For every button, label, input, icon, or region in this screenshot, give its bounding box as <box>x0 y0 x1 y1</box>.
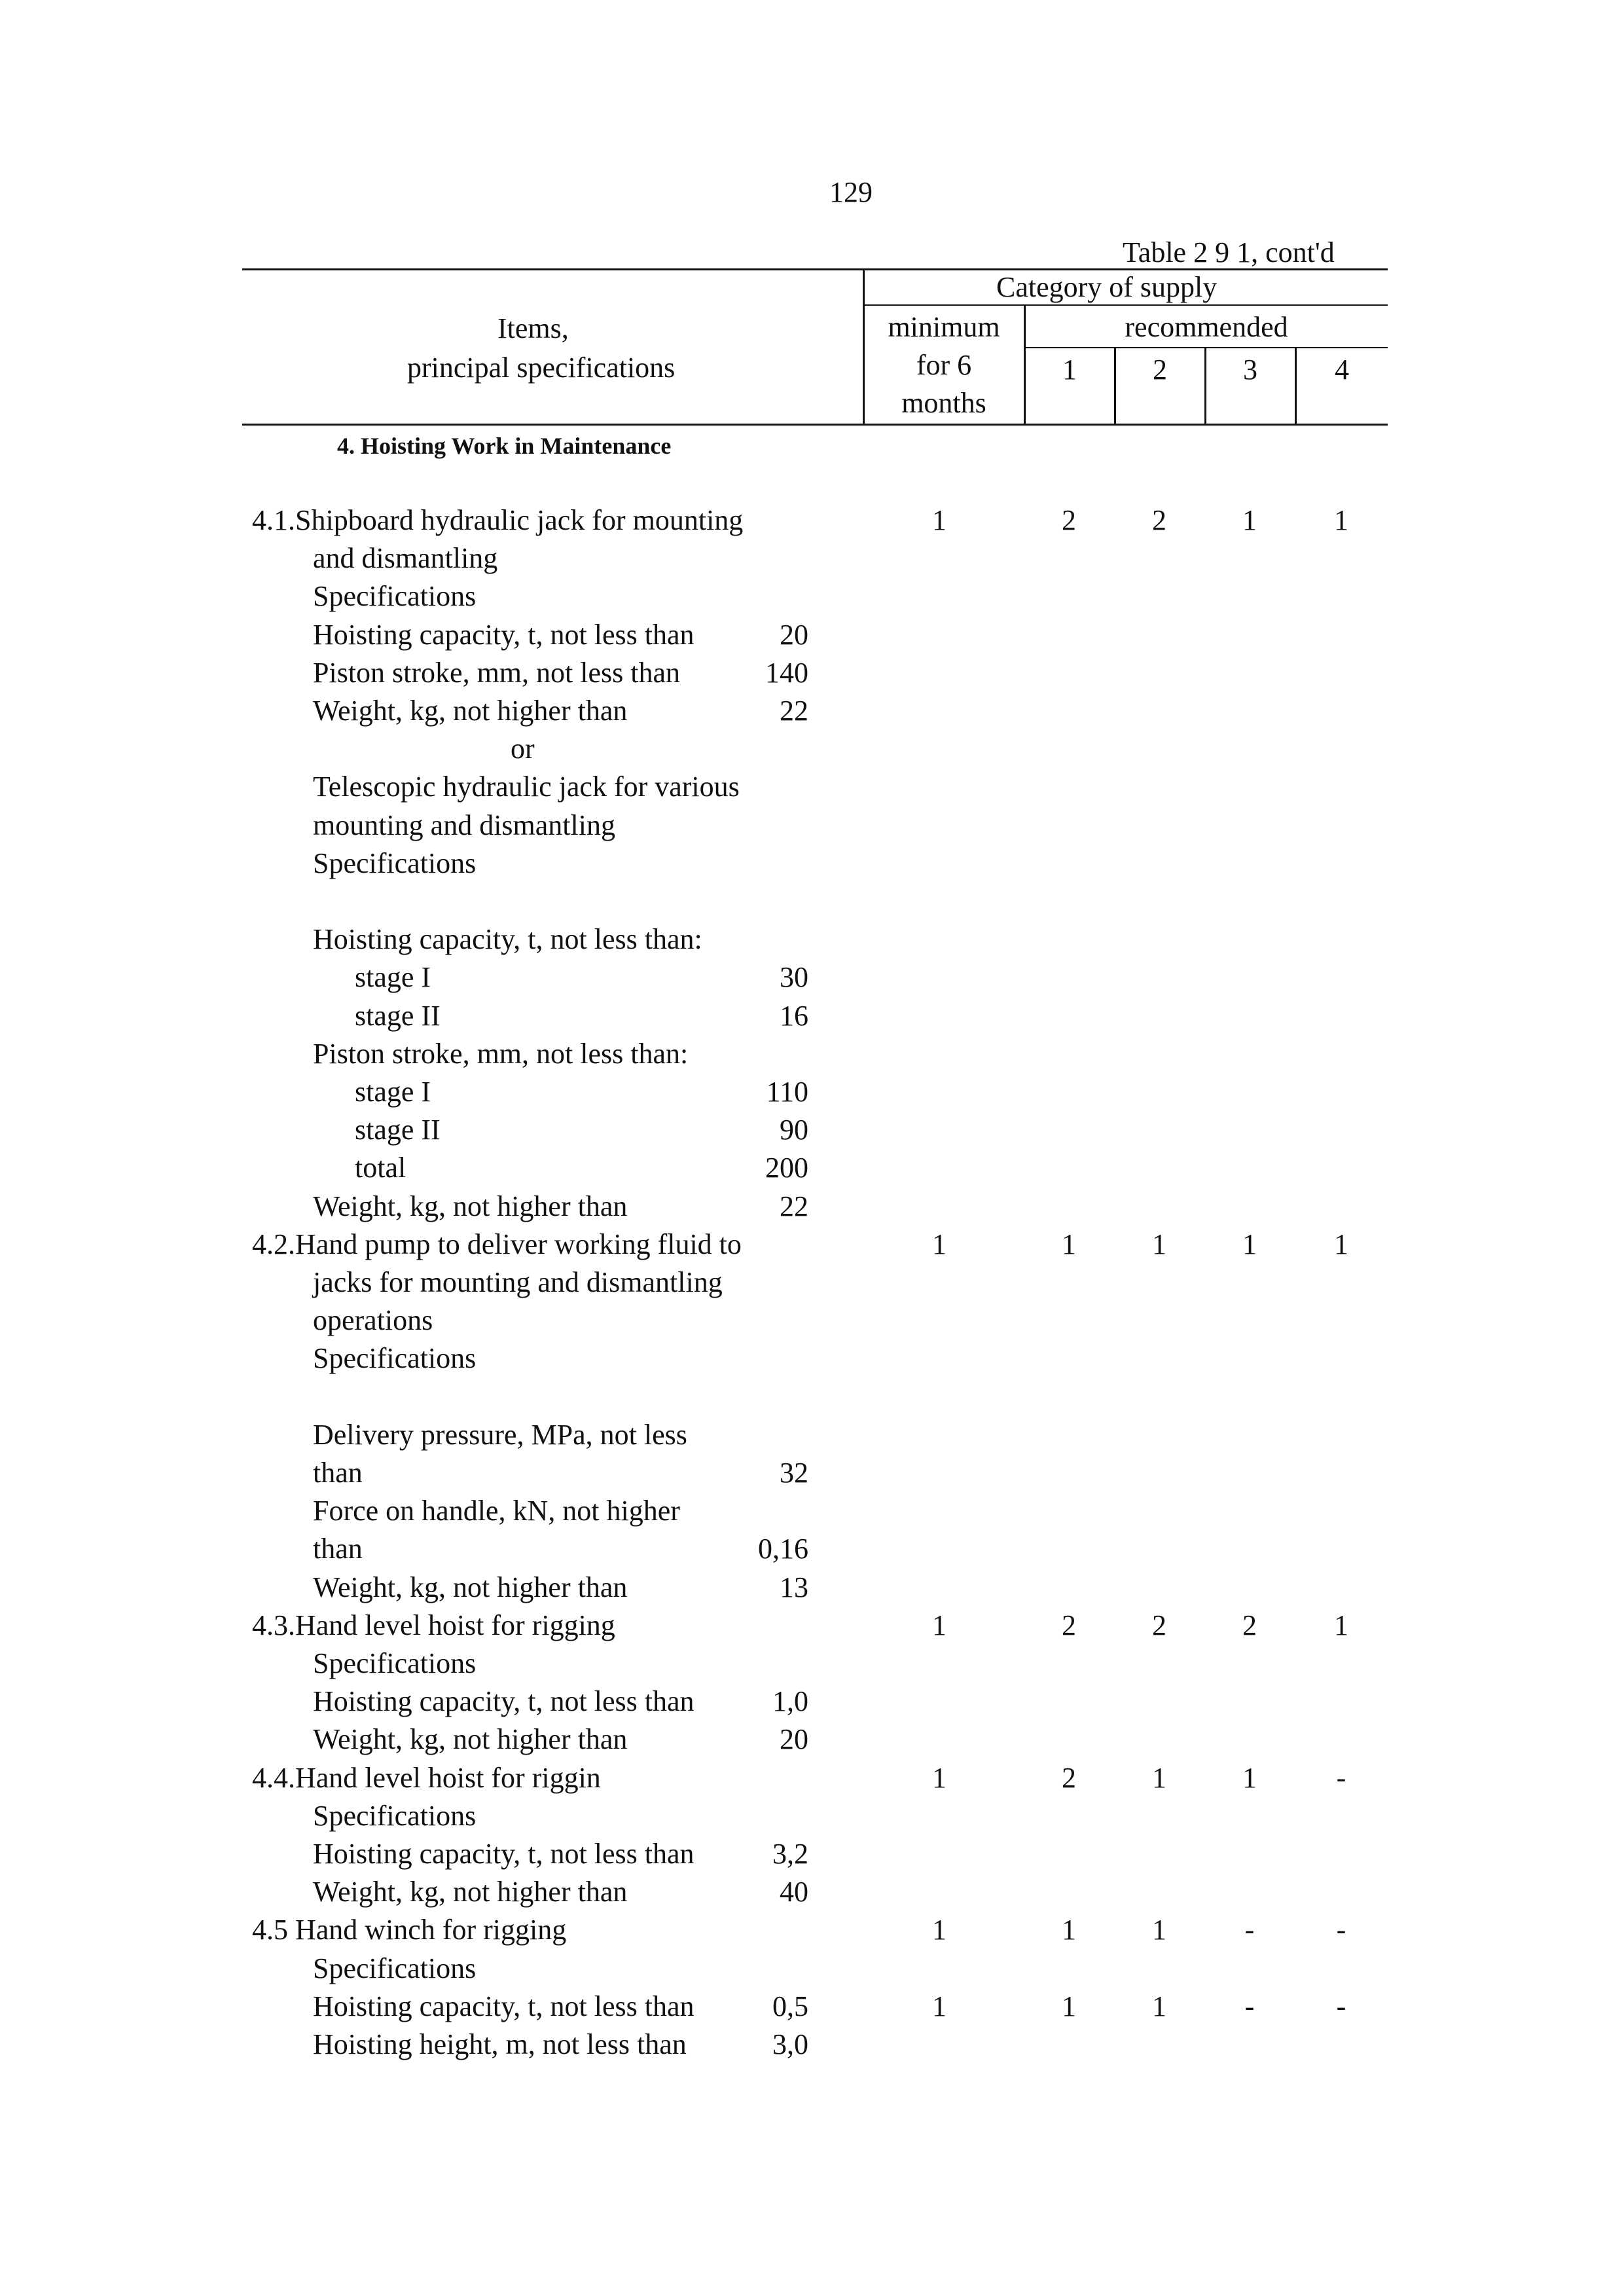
spec-line: Piston stroke, mm, not less than: <box>313 1038 689 1070</box>
page-number: 129 <box>829 176 873 208</box>
header-top-rule <box>242 268 1388 270</box>
spec-line: Delivery pressure, MPa, not less <box>313 1419 687 1451</box>
spec-line: Weight, kg, not higher than <box>313 1876 628 1908</box>
supply-recommended-value: - <box>1336 1990 1346 2022</box>
header-principal-specifications: principal specifications <box>407 352 676 384</box>
supply-recommended-value: - <box>1244 1914 1255 1946</box>
item-title: 4.2.Hand pump to deliver working fluid to <box>252 1228 742 1260</box>
supply-recommended-value: 2 <box>1152 504 1166 536</box>
supply-recommended-value: 2 <box>1062 1609 1076 1641</box>
header-category-rule <box>863 304 1388 306</box>
spec-line: Hoisting capacity, t, not less than <box>313 1685 695 1717</box>
header-recommended: recommended <box>1125 311 1288 343</box>
spec-line: and dismantling <box>313 542 498 574</box>
spec-line: stage II <box>355 1114 441 1146</box>
spec-line: or <box>511 733 535 765</box>
supply-recommended-value: - <box>1336 1914 1346 1946</box>
spec-line: Specifications <box>313 580 477 612</box>
spec-line: stage I <box>355 961 431 993</box>
item-title: 4.4.Hand level hoist for riggin <box>252 1762 601 1794</box>
supply-recommended-value: 2 <box>1062 1762 1076 1794</box>
spec-line: Specifications <box>313 1800 477 1832</box>
spec-value: 3,0 <box>772 2028 808 2060</box>
spec-value: 20 <box>780 1723 808 1755</box>
header-minimum: months <box>901 387 986 419</box>
header-minimum: minimum <box>888 311 1000 343</box>
spec-line: than <box>313 1457 363 1489</box>
spec-line: Piston stroke, mm, not less than <box>313 657 680 689</box>
supply-recommended-value: - <box>1244 1990 1255 2022</box>
spec-line: Weight, kg, not higher than <box>313 1723 628 1755</box>
spec-line: Force on handle, kN, not higher <box>313 1495 680 1527</box>
spec-line: Weight, kg, not higher than <box>313 695 628 727</box>
supply-recommended-value: 1 <box>1242 1228 1257 1260</box>
spec-line: than <box>313 1533 363 1565</box>
spec-line: stage II <box>355 1000 441 1032</box>
supply-recommended-value: 1 <box>1242 504 1257 536</box>
spec-value: 90 <box>780 1114 808 1146</box>
spec-value: 22 <box>780 695 808 727</box>
supply-minimum-value: 1 <box>932 1609 947 1641</box>
supply-recommended-value: - <box>1336 1762 1346 1794</box>
spec-value: 16 <box>780 1000 808 1032</box>
spec-line: Hoisting capacity, t, not less than <box>313 1838 695 1870</box>
table-caption: Table 2 9 1, cont'd <box>1123 236 1335 268</box>
header-bottom-rule <box>242 424 1388 426</box>
spec-line: operations <box>313 1304 433 1336</box>
spec-line: Hoisting capacity, t, not less than <box>313 619 695 651</box>
supply-recommended-value: 1 <box>1152 1990 1166 2022</box>
spec-value: 32 <box>780 1457 808 1489</box>
supply-minimum-value: 1 <box>932 504 947 536</box>
spec-line: Weight, kg, not higher than <box>313 1190 628 1222</box>
supply-recommended-value: 1 <box>1062 1228 1076 1260</box>
spec-value: 3,2 <box>772 1838 808 1870</box>
header-col-1: 1 <box>1062 354 1077 386</box>
spec-line: Hoisting height, m, not less than <box>313 2028 687 2060</box>
spec-line: Telescopic hydraulic jack for various <box>313 771 740 803</box>
spec-value: 140 <box>765 657 808 689</box>
header-category-of-supply: Category of supply <box>996 271 1218 303</box>
supply-minimum-value: 1 <box>932 1228 947 1260</box>
supply-recommended-value: 1 <box>1152 1228 1166 1260</box>
item-title: 4.5 Hand winch for rigging <box>252 1914 567 1946</box>
supply-recommended-value: 2 <box>1062 504 1076 536</box>
spec-value: 13 <box>780 1571 808 1603</box>
supply-recommended-value: 1 <box>1334 504 1348 536</box>
spec-value: 110 <box>766 1076 808 1108</box>
supply-minimum-value: 1 <box>932 1762 947 1794</box>
header-col-4: 4 <box>1335 354 1349 386</box>
header-minimum: for 6 <box>916 349 972 381</box>
supply-recommended-value: 1 <box>1152 1914 1166 1946</box>
supply-minimum-value: 1 <box>932 1914 947 1946</box>
supply-recommended-value: 2 <box>1152 1609 1166 1641</box>
spec-value: 30 <box>780 961 808 993</box>
spec-line: Weight, kg, not higher than <box>313 1571 628 1603</box>
spec-line: Specifications <box>313 847 477 879</box>
spec-value: 20 <box>780 619 808 651</box>
spec-value: 0,5 <box>772 1990 808 2022</box>
supply-minimum-value: 1 <box>932 1990 947 2022</box>
item-title: 4.1.Shipboard hydraulic jack for mounting <box>252 504 744 536</box>
supply-recommended-value: 1 <box>1334 1609 1348 1641</box>
spec-value: 22 <box>780 1190 808 1222</box>
supply-recommended-value: 2 <box>1242 1609 1257 1641</box>
spec-line: total <box>355 1152 406 1184</box>
header-col-2: 2 <box>1153 354 1167 386</box>
spec-value: 200 <box>765 1152 808 1184</box>
header-divider-items <box>863 268 865 426</box>
header-items: Items, <box>497 312 569 344</box>
supply-recommended-value: 1 <box>1152 1762 1166 1794</box>
header-col-3: 3 <box>1243 354 1257 386</box>
spec-line: Hoisting capacity, t, not less than: <box>313 923 702 955</box>
spec-line: Specifications <box>313 1342 477 1374</box>
supply-recommended-value: 1 <box>1242 1762 1257 1794</box>
supply-recommended-value: 1 <box>1062 1990 1076 2022</box>
item-title: 4.3.Hand level hoist for rigging <box>252 1609 615 1641</box>
spec-line: Specifications <box>313 1952 477 1984</box>
section-title: 4. Hoisting Work in Maintenance <box>337 433 672 459</box>
spec-line: mounting and dismantling <box>313 809 615 841</box>
spec-value: 0,16 <box>758 1533 808 1565</box>
spec-value: 1,0 <box>772 1685 808 1717</box>
spec-value: 40 <box>780 1876 808 1908</box>
supply-recommended-value: 1 <box>1062 1914 1076 1946</box>
supply-recommended-value: 1 <box>1334 1228 1348 1260</box>
spec-line: stage I <box>355 1076 431 1108</box>
spec-line: jacks for mounting and dismantling <box>313 1266 723 1298</box>
spec-line: Specifications <box>313 1647 477 1679</box>
spec-line: Hoisting capacity, t, not less than <box>313 1990 695 2022</box>
